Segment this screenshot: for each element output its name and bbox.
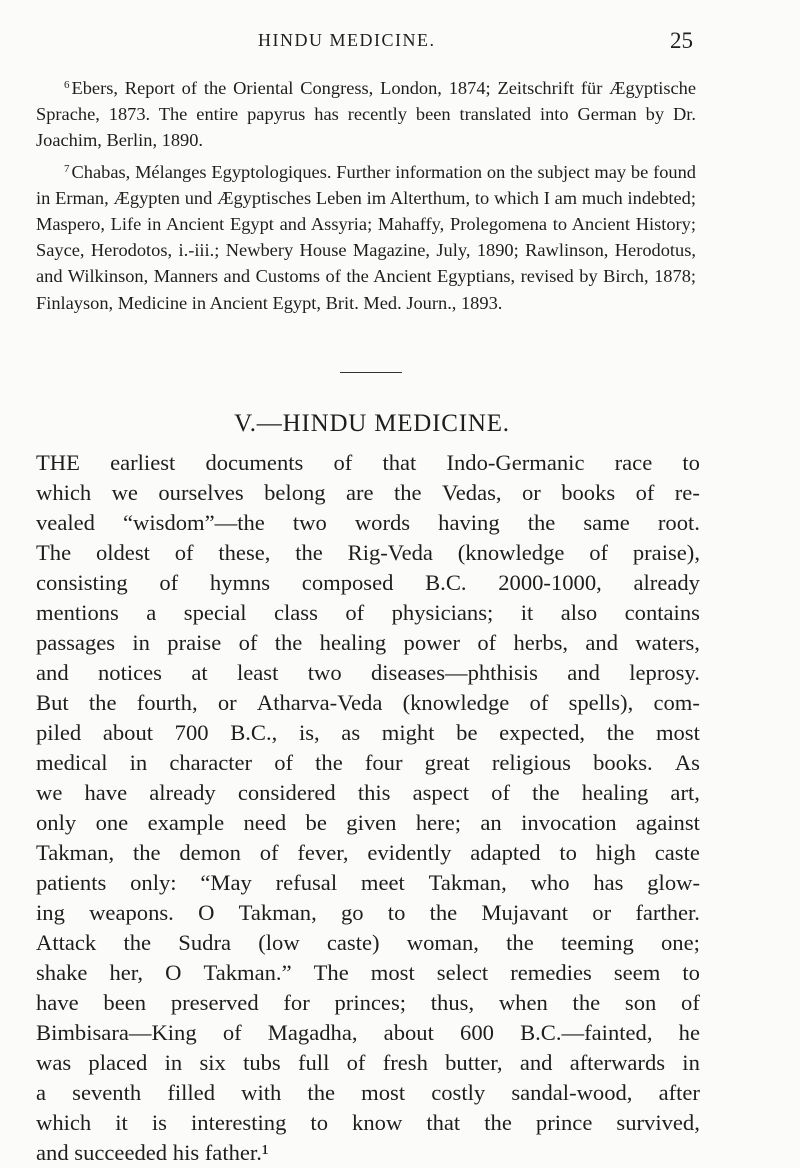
word: and bbox=[36, 1140, 75, 1165]
word: be bbox=[305, 810, 327, 835]
body-line bbox=[36, 1078, 700, 1108]
word: that bbox=[426, 1110, 461, 1135]
footnotes bbox=[36, 72, 696, 316]
word: 600 bbox=[460, 1020, 494, 1045]
word: might bbox=[381, 720, 435, 745]
word: already bbox=[149, 780, 216, 805]
word: Takman.” bbox=[203, 960, 292, 985]
body-line bbox=[36, 988, 700, 1018]
word: of bbox=[529, 690, 549, 715]
word: belong bbox=[264, 480, 326, 505]
word: the bbox=[506, 930, 534, 955]
word: the bbox=[606, 720, 635, 745]
word: the bbox=[484, 1110, 512, 1135]
word: praise bbox=[167, 630, 222, 655]
word: in bbox=[164, 1050, 183, 1075]
body-line bbox=[36, 568, 700, 598]
word: fresh bbox=[382, 1050, 428, 1075]
word: composed bbox=[301, 570, 394, 595]
word: of bbox=[345, 600, 365, 625]
word: most bbox=[655, 720, 700, 745]
word: of bbox=[346, 1050, 366, 1075]
word: against bbox=[635, 810, 700, 835]
word: root. bbox=[657, 510, 700, 535]
word: know bbox=[352, 1110, 403, 1135]
word: evidently bbox=[367, 840, 452, 865]
word: herbs, bbox=[513, 630, 569, 655]
word: succeeded bbox=[74, 1140, 173, 1165]
footnote-6 bbox=[36, 72, 696, 154]
word: shake bbox=[36, 960, 88, 985]
word: at bbox=[191, 660, 208, 685]
word: only: bbox=[130, 870, 177, 895]
body-line bbox=[36, 508, 700, 538]
word: Magadha, bbox=[267, 1020, 358, 1045]
word: and bbox=[36, 660, 69, 685]
word: medical bbox=[36, 750, 108, 775]
word: invocation bbox=[521, 810, 617, 835]
word: Sudra bbox=[178, 930, 231, 955]
word: the bbox=[274, 630, 303, 655]
word: which bbox=[36, 480, 92, 505]
word: physicians; bbox=[391, 600, 494, 625]
word: power bbox=[403, 630, 460, 655]
body-line bbox=[36, 478, 700, 508]
word: to bbox=[310, 1110, 328, 1135]
word: have bbox=[84, 780, 128, 805]
word: THE bbox=[36, 450, 80, 475]
word: given bbox=[346, 810, 397, 835]
body-line bbox=[36, 778, 700, 808]
word: As bbox=[674, 750, 700, 775]
word: leprosy. bbox=[629, 660, 700, 685]
word: expected, bbox=[499, 720, 586, 745]
word: Atharva-Veda bbox=[256, 690, 383, 715]
word: Takman, bbox=[428, 870, 507, 895]
word: tubs bbox=[243, 1050, 281, 1075]
word: the bbox=[429, 900, 458, 925]
word: refusal bbox=[275, 870, 338, 895]
word: same bbox=[583, 510, 630, 535]
word: we bbox=[111, 480, 138, 505]
word: The bbox=[36, 540, 72, 565]
word: father.¹ bbox=[204, 1140, 269, 1165]
word: documents bbox=[205, 450, 304, 475]
footnote-text: Ebers, Report of the Oriental Congress, London, 1874; Zeitschrift für Ægyptische Sprache, 1873. The entire papyrus has recently been translated into German by Dr. Joachim, Berlin, 1890. bbox=[36, 78, 696, 151]
word: contains bbox=[624, 600, 700, 625]
word: placed bbox=[88, 1050, 148, 1075]
word: “wisdom”—the bbox=[123, 510, 265, 535]
word: two bbox=[307, 660, 342, 685]
word: caste bbox=[654, 840, 700, 865]
word: fourth, bbox=[136, 690, 198, 715]
word: about bbox=[102, 720, 154, 745]
word: Attack bbox=[36, 930, 97, 955]
word: was bbox=[36, 1050, 72, 1075]
word: Mujavant bbox=[481, 900, 569, 925]
word: class bbox=[273, 600, 318, 625]
word: the bbox=[307, 1080, 336, 1105]
word: a bbox=[146, 600, 157, 625]
word: her, bbox=[109, 960, 144, 985]
word: also bbox=[560, 600, 598, 625]
body-line bbox=[36, 718, 700, 748]
word: of bbox=[681, 990, 700, 1015]
word: 2000-1000, bbox=[498, 570, 602, 595]
word: weapons. bbox=[89, 900, 174, 925]
word: re- bbox=[674, 480, 700, 505]
word: are bbox=[345, 480, 374, 505]
word: considered bbox=[237, 780, 336, 805]
word: four bbox=[364, 750, 403, 775]
word: the bbox=[295, 540, 323, 565]
word: race bbox=[614, 450, 653, 475]
word: thus, bbox=[430, 990, 475, 1015]
word: spells), bbox=[568, 690, 634, 715]
word: and bbox=[567, 660, 600, 685]
word: ourselves bbox=[158, 480, 244, 505]
word: when bbox=[498, 990, 548, 1015]
body-line bbox=[36, 838, 700, 868]
word: seem bbox=[613, 960, 661, 985]
body-line bbox=[36, 868, 700, 898]
word: son bbox=[624, 990, 657, 1015]
word: piled bbox=[36, 720, 82, 745]
word: two bbox=[292, 510, 327, 535]
word: we bbox=[36, 780, 63, 805]
body-line bbox=[36, 928, 700, 958]
word: to bbox=[682, 450, 700, 475]
footnote-marker: 7 bbox=[64, 162, 70, 175]
word: one; bbox=[660, 930, 700, 955]
word: (knowledge bbox=[402, 690, 510, 715]
word: Bimbisara—King bbox=[36, 1020, 197, 1045]
body-line bbox=[36, 598, 700, 628]
word: teeming bbox=[560, 930, 634, 955]
word: it bbox=[115, 1110, 128, 1135]
word: demon bbox=[179, 840, 241, 865]
word: Vedas, bbox=[441, 480, 502, 505]
word: the bbox=[532, 780, 560, 805]
word: seventh bbox=[72, 1080, 142, 1105]
word: to bbox=[387, 900, 406, 925]
word: most bbox=[361, 1080, 406, 1105]
word: in bbox=[129, 750, 148, 775]
word: most bbox=[370, 960, 415, 985]
page-number: 25 bbox=[670, 28, 693, 53]
word: Takman, bbox=[238, 900, 317, 925]
word: full bbox=[297, 1050, 330, 1075]
word: great bbox=[424, 750, 470, 775]
word: of bbox=[491, 780, 510, 805]
word: notices bbox=[97, 660, 162, 685]
body-line bbox=[36, 898, 700, 928]
word: be bbox=[456, 720, 478, 745]
word: Indo-Germanic bbox=[446, 450, 585, 475]
word: aspect bbox=[412, 780, 470, 805]
word: farther. bbox=[635, 900, 700, 925]
word: special bbox=[183, 600, 247, 625]
word: example bbox=[147, 810, 225, 835]
word: costly bbox=[431, 1080, 486, 1105]
word: of bbox=[589, 540, 609, 565]
word: caste) bbox=[326, 930, 380, 955]
body-line bbox=[36, 808, 700, 838]
word: O bbox=[198, 900, 215, 925]
body-line bbox=[36, 448, 700, 478]
word: passages bbox=[36, 630, 116, 655]
body-line bbox=[36, 1108, 700, 1138]
word: of bbox=[222, 1020, 242, 1045]
word: or bbox=[592, 900, 612, 925]
word: to bbox=[559, 840, 577, 865]
section-heading: V.—HINDU MEDICINE. bbox=[234, 410, 510, 437]
word: waters, bbox=[635, 630, 700, 655]
word: for bbox=[283, 990, 310, 1015]
word: these, bbox=[218, 540, 271, 565]
word: of bbox=[259, 840, 279, 865]
running-head: HINDU MEDICINE. bbox=[258, 30, 436, 50]
word: woman, bbox=[406, 930, 479, 955]
word: his bbox=[172, 1140, 205, 1165]
word: O bbox=[165, 960, 182, 985]
word: the bbox=[572, 990, 601, 1015]
word: a bbox=[36, 1080, 47, 1105]
section-body bbox=[36, 448, 700, 1168]
word: character bbox=[169, 750, 253, 775]
word: afterwards bbox=[569, 1050, 666, 1075]
word: the bbox=[315, 750, 343, 775]
word: interesting bbox=[191, 1110, 287, 1135]
footnote-7 bbox=[36, 156, 696, 316]
word: about bbox=[383, 1020, 434, 1045]
word: of bbox=[159, 570, 179, 595]
word: high bbox=[595, 840, 636, 865]
body-line bbox=[36, 958, 700, 988]
word: words bbox=[354, 510, 411, 535]
word: has bbox=[593, 870, 624, 895]
word: already bbox=[633, 570, 700, 595]
word: books. bbox=[593, 750, 653, 775]
word: the bbox=[88, 690, 117, 715]
word: But bbox=[36, 690, 69, 715]
word: and bbox=[519, 1050, 553, 1075]
word: select bbox=[436, 960, 489, 985]
body-line bbox=[36, 1018, 700, 1048]
word: in bbox=[132, 630, 150, 655]
word: one bbox=[95, 810, 129, 835]
word: prince bbox=[535, 1110, 593, 1135]
word: filled bbox=[167, 1080, 215, 1105]
word: as bbox=[341, 720, 361, 745]
word: B.C.—fainted, bbox=[520, 1020, 653, 1045]
word: been bbox=[103, 990, 147, 1015]
word: Takman, bbox=[36, 840, 115, 865]
word: only bbox=[36, 810, 77, 835]
word: with bbox=[241, 1080, 282, 1105]
footnote-text: Chabas, Mélanges Egyptologiques. Further information on the subject may be found in Erman, Ægypten und Ægyptisches Leben im Alterthum, to which I am much indebted; Maspero, Life in Ancient Egypt and Assyria; Mahaffy, Prolegomena to Ancient History; Sayce, Herodotos, i.-iii.; Newbery House Magazine, July, 1890; Rawlinson, Herodotus, and Wilkinson, Manners and Customs of the Ancient Egyptians, revised by Birch, 1878; Finlayson, Medicine in Ancient Egypt, Brit. Med. Journ., 1893. bbox=[36, 161, 696, 313]
word: having bbox=[438, 510, 500, 535]
word: patients bbox=[36, 870, 107, 895]
word: after bbox=[658, 1080, 700, 1105]
word: this bbox=[357, 780, 391, 805]
word: sandal-wood, bbox=[511, 1080, 633, 1105]
word: and bbox=[585, 630, 619, 655]
word: vealed bbox=[36, 510, 95, 535]
word: here; bbox=[415, 810, 462, 835]
word: survived, bbox=[616, 1110, 700, 1135]
body-line bbox=[36, 748, 700, 778]
word: six bbox=[199, 1050, 226, 1075]
word: have bbox=[36, 990, 79, 1015]
word: (low bbox=[258, 930, 300, 955]
word: mentions bbox=[36, 600, 119, 625]
word: is, bbox=[298, 720, 320, 745]
word: “May bbox=[200, 870, 252, 895]
section-divider bbox=[340, 372, 402, 373]
word: or bbox=[521, 480, 541, 505]
word: of bbox=[333, 450, 353, 475]
word: adapted bbox=[470, 840, 541, 865]
word: go bbox=[340, 900, 364, 925]
word: need bbox=[243, 810, 287, 835]
word: consisting bbox=[36, 570, 128, 595]
body-line bbox=[36, 658, 700, 688]
word: oldest bbox=[95, 540, 150, 565]
word: princes; bbox=[334, 990, 407, 1015]
word: an bbox=[480, 810, 502, 835]
word: Rig-Veda bbox=[347, 540, 433, 565]
body-line bbox=[36, 688, 700, 718]
word: or bbox=[217, 690, 237, 715]
word: com- bbox=[653, 690, 700, 715]
word: meet bbox=[360, 870, 405, 895]
word: in bbox=[682, 1050, 700, 1075]
word: B.C., bbox=[230, 720, 278, 745]
footnote-marker: 6 bbox=[64, 79, 70, 91]
word: art, bbox=[670, 780, 700, 805]
word: The bbox=[313, 960, 349, 985]
word: diseases—phthisis bbox=[370, 660, 538, 685]
word: of bbox=[274, 750, 294, 775]
word: of bbox=[174, 540, 194, 565]
body-line bbox=[36, 538, 700, 568]
word: healing bbox=[581, 780, 649, 805]
word: preserved bbox=[170, 990, 259, 1015]
word: the bbox=[393, 480, 422, 505]
word: of bbox=[635, 480, 655, 505]
word: to bbox=[682, 960, 700, 985]
word: religious bbox=[491, 750, 571, 775]
body-line bbox=[36, 1138, 700, 1168]
word: ing bbox=[36, 900, 65, 925]
word: is bbox=[151, 1110, 167, 1135]
word: the bbox=[527, 510, 556, 535]
word: least bbox=[236, 660, 279, 685]
word: of bbox=[238, 630, 258, 655]
word: that bbox=[382, 450, 417, 475]
body-line bbox=[36, 1048, 700, 1078]
word: he bbox=[678, 1020, 700, 1045]
word: earliest bbox=[110, 450, 176, 475]
word: 700 bbox=[174, 720, 209, 745]
word: who bbox=[530, 870, 570, 895]
word: the bbox=[132, 840, 161, 865]
word: hymns bbox=[209, 570, 271, 595]
word: fever, bbox=[297, 840, 349, 865]
word: B.C. bbox=[425, 570, 467, 595]
word: it bbox=[520, 600, 534, 625]
word: of bbox=[477, 630, 497, 655]
body-line bbox=[36, 628, 700, 658]
word: remedies bbox=[510, 960, 592, 985]
word: books bbox=[561, 480, 616, 505]
word: praise), bbox=[632, 540, 700, 565]
word: the bbox=[123, 930, 152, 955]
word: which bbox=[36, 1110, 92, 1135]
word: butter, bbox=[445, 1050, 503, 1075]
word: (knowledge bbox=[457, 540, 565, 565]
word: healing bbox=[319, 630, 387, 655]
word: glow- bbox=[647, 870, 700, 895]
